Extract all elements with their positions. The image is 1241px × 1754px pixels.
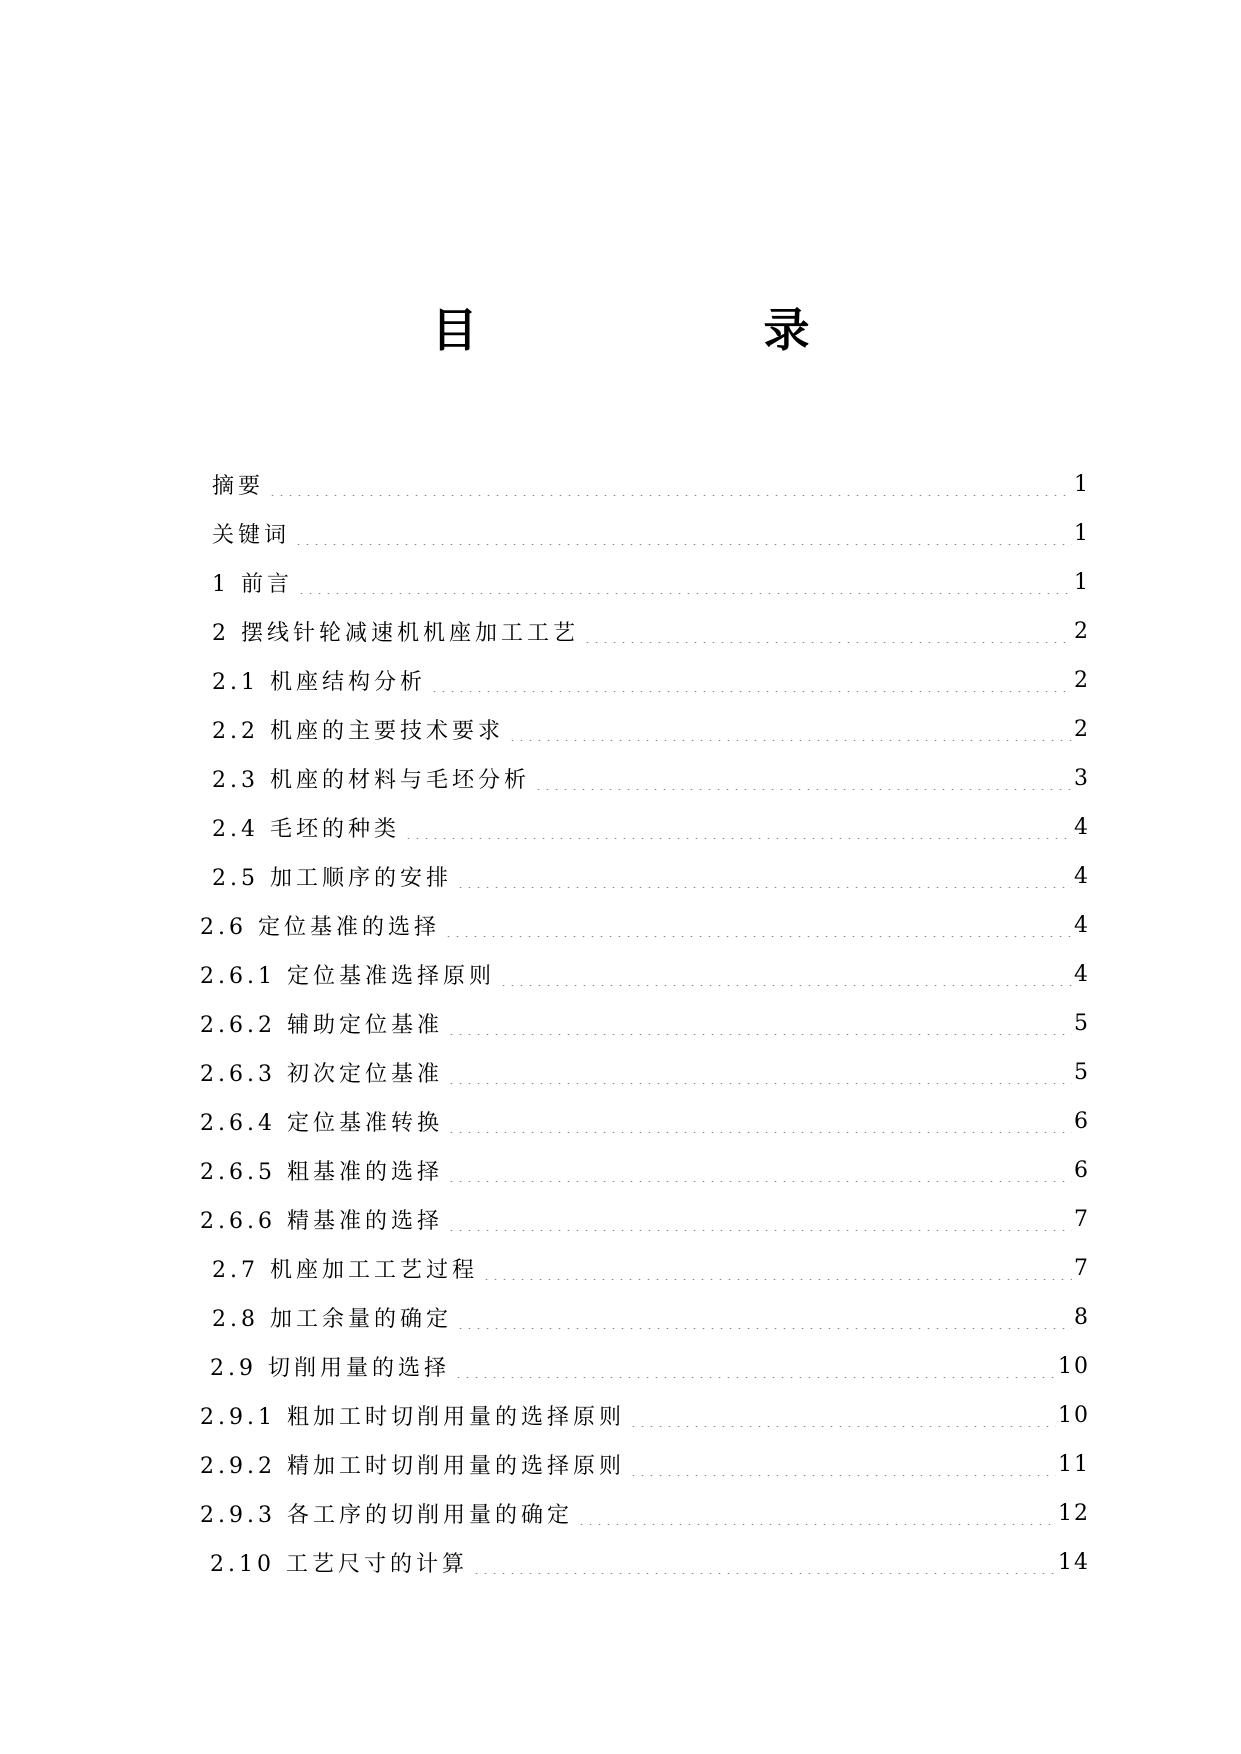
toc-entry-label: 2.4 毛坯的种类 — [212, 817, 400, 842]
toc-entry-page: 2 — [1074, 717, 1090, 742]
toc-entry-label: 2.5 加工顺序的安排 — [212, 866, 452, 891]
toc-dot-leader — [444, 915, 1072, 937]
toc-dot-leader — [447, 1013, 1072, 1035]
toc-dot-leader — [447, 1111, 1072, 1133]
toc-entry-2-6-5[interactable] — [200, 1146, 1090, 1195]
toc-entry-2-5[interactable] — [200, 852, 1090, 901]
table-of-contents — [200, 460, 1090, 1587]
toc-entry-2-9-2[interactable] — [200, 1440, 1090, 1489]
toc-entry-page: 2 — [1074, 619, 1090, 644]
toc-dot-leader — [534, 768, 1072, 790]
toc-entry-page: 3 — [1074, 766, 1090, 791]
toc-entry-page: 1 — [1074, 570, 1090, 595]
toc-entry-label: 2.6.1 定位基准选择原则 — [200, 964, 495, 989]
toc-entry-2-6-6[interactable] — [200, 1195, 1090, 1244]
toc-dot-leader — [456, 1307, 1072, 1329]
toc-entry-label: 摘要 — [212, 474, 265, 499]
toc-dot-leader — [447, 1160, 1072, 1182]
toc-entry-label: 2.6 定位基准的选择 — [200, 915, 440, 940]
toc-entry-page: 5 — [1074, 1011, 1090, 1036]
toc-entry-label: 2.7 机座加工工艺过程 — [212, 1258, 478, 1283]
toc-entry-label: 2.6.5 粗基准的选择 — [200, 1160, 443, 1185]
toc-entry-2-6-2[interactable] — [200, 999, 1090, 1048]
toc-entry-2-6-4[interactable] — [200, 1097, 1090, 1146]
toc-dot-leader — [456, 866, 1072, 888]
toc-entry-page: 4 — [1074, 962, 1090, 987]
toc-dot-leader — [268, 474, 1072, 496]
toc-entry-page: 12 — [1058, 1501, 1090, 1526]
toc-entry-2-9-3[interactable] — [200, 1489, 1090, 1538]
toc-entry-2-6-3[interactable] — [200, 1048, 1090, 1097]
toc-dot-leader — [297, 572, 1072, 594]
toc-entry-2-9[interactable] — [200, 1342, 1090, 1391]
toc-entry-2-10[interactable] — [200, 1538, 1090, 1587]
toc-entry-page: 14 — [1058, 1550, 1090, 1575]
toc-entry-2-6[interactable] — [200, 901, 1090, 950]
toc-entry-page: 1 — [1074, 521, 1090, 546]
toc-entry-label: 1 前言 — [212, 572, 293, 597]
toc-entry-label: 2.8 加工余量的确定 — [212, 1307, 452, 1332]
toc-dot-leader — [629, 1405, 1056, 1427]
toc-entry-page: 4 — [1074, 864, 1090, 889]
toc-dot-leader — [294, 523, 1072, 545]
toc-entry-2-7[interactable] — [200, 1244, 1090, 1293]
toc-entry-1[interactable] — [200, 558, 1090, 607]
toc-entry-2-4[interactable] — [200, 803, 1090, 852]
toc-entry-label: 2.9.1 粗加工时切削用量的选择原则 — [200, 1405, 625, 1430]
toc-entry-label: 2.9.3 各工序的切削用量的确定 — [200, 1503, 573, 1528]
toc-entry-page: 11 — [1058, 1452, 1090, 1477]
toc-dot-leader — [577, 1503, 1056, 1525]
toc-entry-page: 4 — [1074, 815, 1090, 840]
toc-entry-label: 2.6.2 辅助定位基准 — [200, 1013, 443, 1038]
toc-entry-page: 2 — [1074, 668, 1090, 693]
page-title: 目 录 — [431, 303, 930, 357]
toc-entry-2-8[interactable] — [200, 1293, 1090, 1342]
toc-entry-label: 2.6.3 初次定位基准 — [200, 1062, 443, 1087]
toc-dot-leader — [430, 670, 1072, 692]
toc-entry-2-1[interactable] — [200, 656, 1090, 705]
toc-entry-abstract[interactable] — [200, 460, 1090, 509]
toc-entry-page: 6 — [1074, 1158, 1090, 1183]
toc-entry-label: 2.10 工艺尺寸的计算 — [210, 1552, 468, 1577]
toc-entry-page: 1 — [1074, 472, 1090, 497]
toc-entry-2-9-1[interactable] — [200, 1391, 1090, 1440]
toc-entry-page: 4 — [1074, 913, 1090, 938]
toc-entry-label: 2.2 机座的主要技术要求 — [212, 719, 504, 744]
toc-dot-leader — [629, 1454, 1056, 1476]
toc-dot-leader — [583, 621, 1072, 643]
toc-dot-leader — [447, 1209, 1072, 1231]
toc-entry-page: 7 — [1074, 1256, 1090, 1281]
toc-entry-page: 7 — [1074, 1207, 1090, 1232]
toc-entry-page: 6 — [1074, 1109, 1090, 1134]
toc-entry-2-2[interactable] — [200, 705, 1090, 754]
toc-entry-label: 2.9 切削用量的选择 — [210, 1356, 450, 1381]
toc-entry-label: 2.6.6 精基准的选择 — [200, 1209, 443, 1234]
toc-dot-leader — [447, 1062, 1072, 1084]
toc-dot-leader — [472, 1552, 1056, 1574]
toc-dot-leader — [454, 1356, 1056, 1378]
toc-entry-keywords[interactable] — [200, 509, 1090, 558]
toc-entry-2-6-1[interactable] — [200, 950, 1090, 999]
toc-entry-2[interactable] — [200, 607, 1090, 656]
toc-entry-label: 关键词 — [212, 523, 291, 548]
toc-dot-leader — [404, 817, 1072, 839]
toc-entry-page: 10 — [1058, 1403, 1090, 1428]
toc-dot-leader — [499, 964, 1072, 986]
toc-entry-page: 10 — [1058, 1354, 1090, 1379]
toc-entry-label: 2.6.4 定位基准转换 — [200, 1111, 443, 1136]
toc-entry-label: 2.3 机座的材料与毛坯分析 — [212, 768, 530, 793]
toc-entry-page: 5 — [1074, 1060, 1090, 1085]
toc-entry-label: 2.1 机座结构分析 — [212, 670, 426, 695]
toc-entry-2-3[interactable] — [200, 754, 1090, 803]
toc-dot-leader — [508, 719, 1072, 741]
toc-dot-leader — [482, 1258, 1072, 1280]
toc-entry-page: 8 — [1074, 1305, 1090, 1330]
toc-entry-label: 2.9.2 精加工时切削用量的选择原则 — [200, 1454, 625, 1479]
toc-entry-label: 2 摆线针轮减速机机座加工工艺 — [212, 621, 579, 646]
